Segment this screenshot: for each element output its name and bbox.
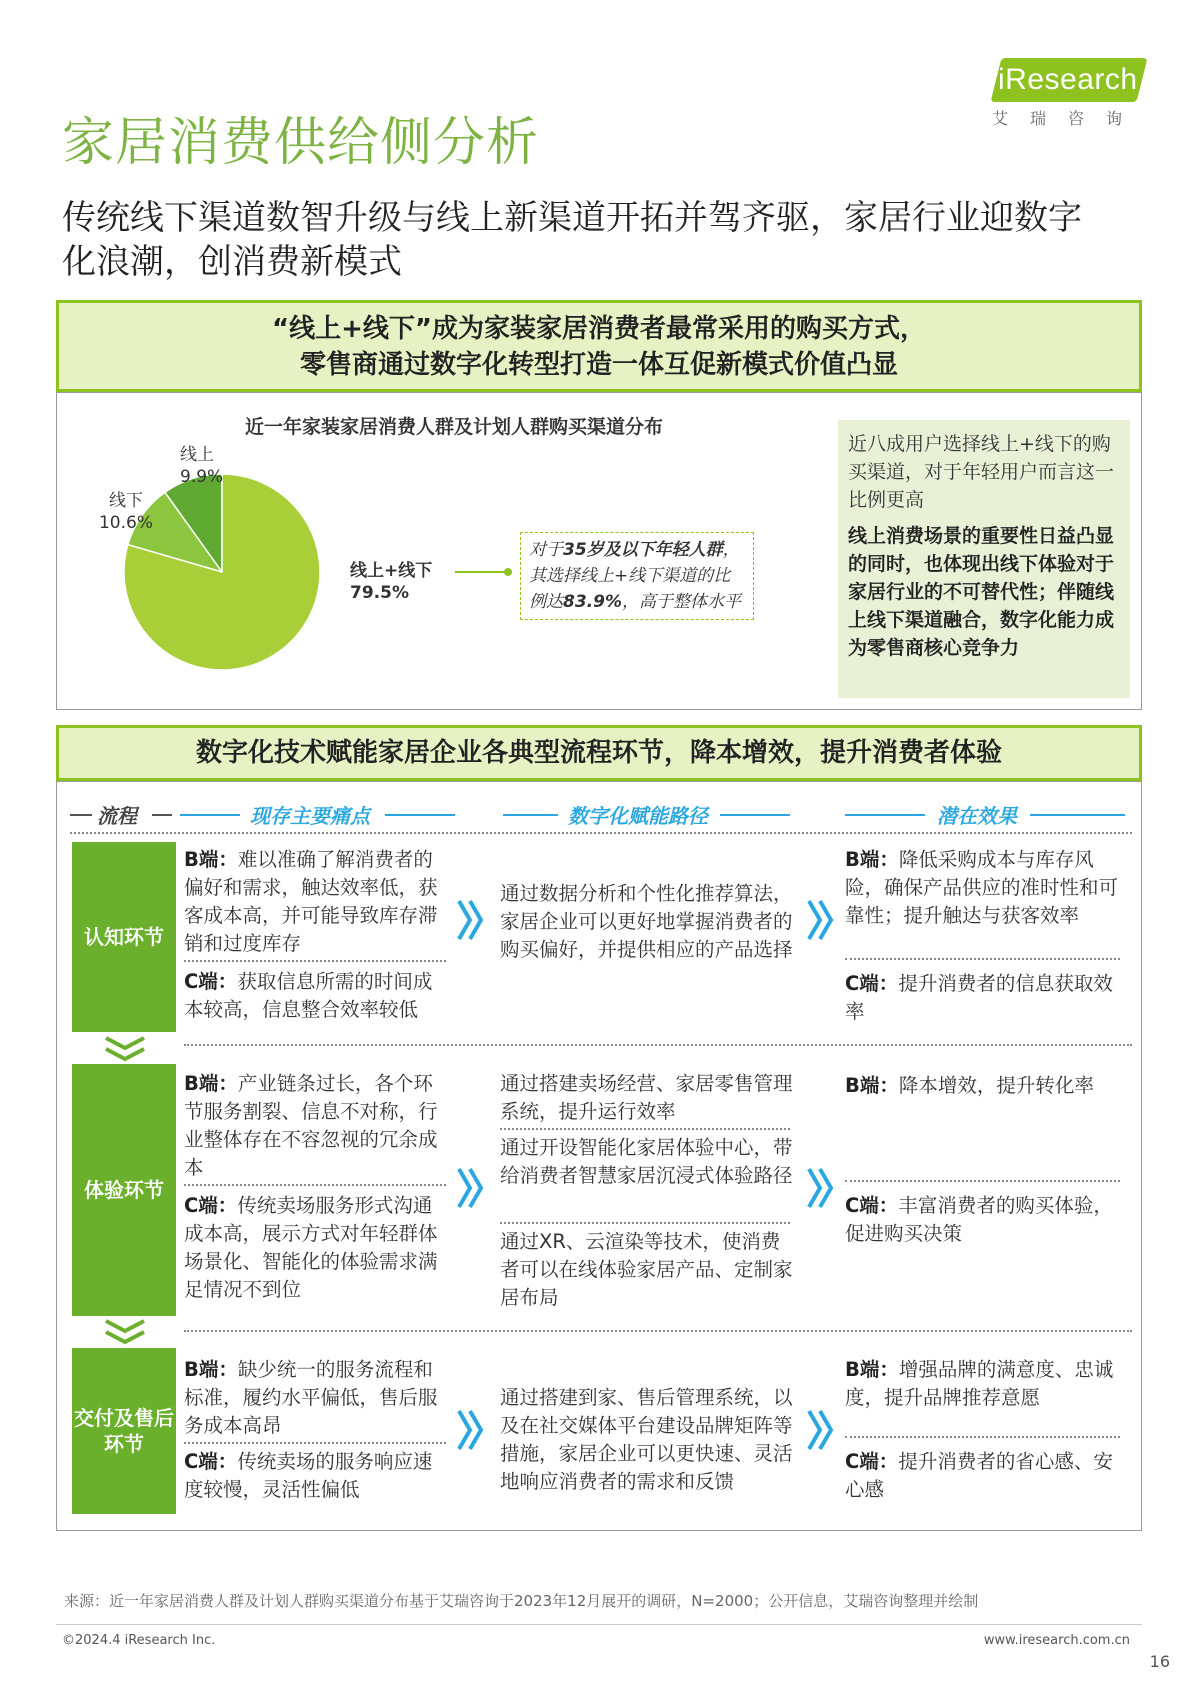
row2-arrow-icon-1 [456,1166,486,1210]
section1-insight-box [838,420,1130,698]
callout-emphasis-group: 35岁及以下年轻人群 [563,540,723,560]
row2-effect-c-label: C端： [845,1194,899,1217]
insight-text-1: 近八成用户选择线上+线下的购买渠道，对于年轻用户而言这一比例更高 [848,433,1115,511]
row1-effect-b-text: 降低采购成本与库存风险，确保产品供应的准时性和可靠性；提升触达与获客效率 [845,848,1119,927]
page-title: 家居消费供给侧分析 [62,113,540,173]
row1-path: 通过数据分析和个性化推荐算法，家居企业可以更好地掌握消费者的购买偏好，并提供相应的产品选择 [500,882,793,961]
row1-pain-c-text: 获取信息所需的时间成本较高，信息整合效率较低 [184,970,433,1021]
young-group-callout [520,532,754,620]
logo-text: iResearch [998,63,1138,96]
row3-effect-c-label: C端： [845,1450,899,1473]
col-effect-line-left [845,814,925,816]
stage-experience-label: 体验环节 [84,1178,164,1202]
stage-down-arrow-icon-1 [102,1035,148,1063]
row2-path-divider-2 [500,1222,790,1224]
stage-down-arrow-icon-2 [102,1318,148,1346]
col-process-line-right [152,814,172,816]
row1-divider [184,1044,1132,1046]
col-header-process: 流程 [97,804,137,828]
col-header-pain: 现存主要痛点 [250,804,370,828]
row3-effect-b-label: B端： [845,1358,899,1381]
callout-mid: ，其选择线上+线下渠道的比例达 [529,540,740,612]
pie-label-offline [94,490,158,534]
col-path-line-left [503,814,558,816]
row3-pain-c-text: 传统卖场的服务响应速度较慢，灵活性偏低 [184,1450,433,1501]
row1-pain-divider [184,960,446,962]
row2-effect-b [845,1072,1120,1100]
row2-path-3: 通过XR、云渲染等技术，使消费者可以在线体验家居产品、定制家居布局 [500,1230,793,1309]
row3-effect-b [845,1356,1120,1412]
col-process-line-left [70,814,92,816]
row3-path: 通过搭建到家、售后管理系统，以及在社交媒体平台建设品牌矩阵等措施，家居企业可以更快速、灵活地响应消费者的需求和反馈 [500,1386,793,1493]
section1-heading-line1: “线上+线下”成为家装家居消费者最常采用的购买方式， [272,314,926,344]
row2-path-divider-1 [500,1128,790,1130]
row2-pain-divider [184,1184,446,1186]
pie-label-omnichannel [350,560,432,604]
row3-effect-c [845,1448,1120,1504]
row2-pain-b [184,1070,444,1182]
col-pain-line-left [180,814,240,816]
callout-suffix: ，高于整体水平 [621,592,741,612]
col-effect-line-right [1030,814,1125,816]
row2-effect-c-text: 丰富消费者的购买体验，促进购买决策 [845,1194,1113,1245]
source-note: 来源：近一年家居消费人群及计划人群购买渠道分布基于艾瑞咨询于2023年12月展开的调研，N=2000；公开信息，艾瑞咨询整理并绘制 [64,1592,979,1610]
stage-awareness [72,842,176,1032]
row1-effect-c-label: C端： [845,972,899,995]
col-header-effect: 潜在效果 [937,804,1017,828]
row2-divider [184,1330,1132,1332]
section1-heading-line2: 零售商通过数字化转型打造一体互促新模式价值凸显 [299,350,898,380]
callout-prefix: 对于 [529,540,563,560]
row2-path-2: 通过开设智能化家居体验中心，带给消费者智慧家居沉浸式体验路径 [500,1136,793,1187]
pie-label-offline-value: 10.6% [98,513,153,533]
chart-title: 近一年家装家居消费人群及计划人群购买渠道分布 [245,416,664,438]
row3-effect-c-text: 提升消费者的省心感、安心感 [845,1450,1113,1501]
row2-pain-b-text: 产业链条过长，各个环节服务割裂、信息不对称，行业整体存在不容忽视的冗余成本 [184,1072,438,1179]
stage-experience [72,1064,176,1316]
stage-delivery [72,1348,176,1514]
row3-pain-b-text: 缺少统一的服务流程和标准，履约水平偏低，售后服务成本高昂 [184,1358,438,1437]
pie-label-offline-name: 线下 [109,491,143,511]
pie-label-online [180,444,223,488]
row1-effect-b-label: B端： [845,848,899,871]
row3-pain-divider [184,1442,446,1444]
row3-pain-b-label: B端： [184,1358,238,1381]
row1-pain-c [184,968,444,1024]
col-header-divider [70,832,1132,834]
insight-text-2: 线上消费场景的重要性日益凸显的同时，也体现出线下体验对于家居行业的不可替代性；伴随线上线下渠道融合，数字化能力成为零售商核心竞争力 [848,525,1115,659]
site-url: www.iresearch.com.cn [983,1633,1130,1648]
row1-arrow-icon-1 [456,898,486,942]
callout-emphasis-pct: 83.9% [563,592,622,612]
row1-arrow-icon-2 [806,898,836,942]
row2-path-1: 通过搭建卖场经营、家居零售管理系统，提升运行效率 [500,1072,793,1123]
row1-effect-b [845,846,1120,930]
row3-arrow-icon-2 [806,1408,836,1452]
col-header-path: 数字化赋能路径 [568,804,708,828]
row1-effect-c-text: 提升消费者的信息获取效率 [845,972,1113,1023]
row3-pain-c [184,1448,444,1504]
pie-label-online-value: 9.9% [180,467,224,487]
callout-connector-dot [504,568,512,576]
row2-pain-c-label: C端： [184,1194,238,1217]
col-path-line-right [720,814,790,816]
stage-awareness-label: 认知环节 [84,925,164,949]
row1-effect-divider [845,958,1120,960]
section1-heading [56,300,1142,392]
col-pain-line-right [385,814,455,816]
row1-pain-c-label: C端： [184,970,238,993]
copyright: ©2024.4 iResearch Inc. [62,1633,216,1648]
row3-effect-divider [845,1436,1120,1438]
page-number: 16 [1149,1652,1170,1671]
page-subtitle: 传统线下渠道数智升级与线上新渠道开拓并驾齐驱，家居行业迎数字化浪潮，创消费新模式 [62,198,1082,282]
row2-effect-c [845,1192,1125,1248]
pie-label-online-name: 线上 [180,445,214,465]
pie-label-omni-value: 79.5% [350,583,409,603]
iresearch-logo [990,48,1150,128]
row1-effect-c [845,970,1120,1026]
section2-heading: 数字化技术赋能家居企业各典型流程环节，降本增效，提升消费者体验 [56,725,1142,781]
row2-pain-c-text: 传统卖场服务形式沟通成本高，展示方式对年轻群体场景化、智能化的体验需求满足情况不到位 [184,1194,438,1301]
row1-pain-b [184,846,444,958]
row2-arrow-icon-2 [806,1166,836,1210]
row3-effect-b-text: 增强品牌的满意度、忠诚度，提升品牌推荐意愿 [845,1358,1114,1409]
row3-arrow-icon-1 [456,1408,486,1452]
row2-effect-divider [845,1180,1120,1182]
row1-pain-b-text: 难以准确了解消费者的偏好和需求，触达效率低，获客成本高，并可能导致库存滞销和过度库存 [184,848,438,955]
row2-effect-b-text: 降本增效，提升转化率 [898,1074,1094,1097]
row2-pain-b-label: B端： [184,1072,238,1095]
row2-pain-c [184,1192,444,1304]
row1-pain-b-label: B端： [184,848,238,871]
row3-pain-b [184,1356,444,1440]
row2-effect-b-label: B端： [845,1074,899,1097]
stage-delivery-label: 交付及售后 环节 [74,1406,174,1456]
logo-subtitle: 艾瑞咨询 [992,109,1145,128]
row3-pain-c-label: C端： [184,1450,238,1473]
footer-divider [56,1624,1142,1625]
pie-label-omni-name: 线上+线下 [350,561,433,581]
